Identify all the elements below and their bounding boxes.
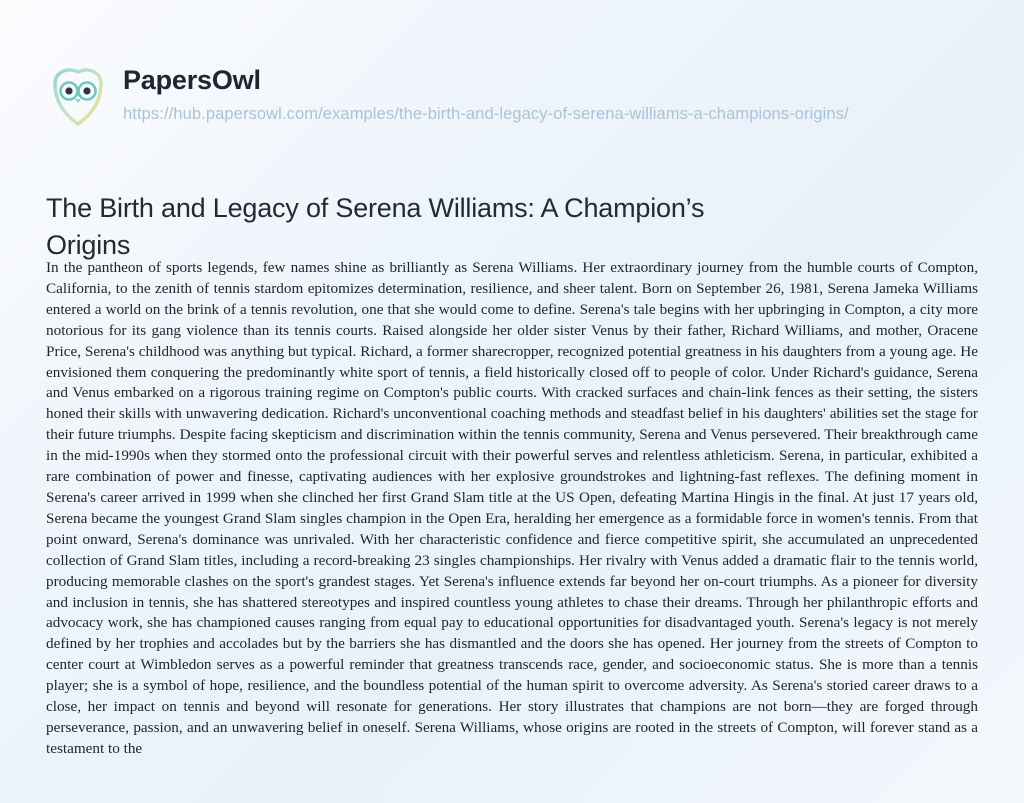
article-body: In the pantheon of sports legends, few names shine as brilliantly as Serena Williams. Her extraordinary journey from the humble courts of Compton, California, to the zenith of tennis stardom epitomizes determination, resilience, and sheer talent. Born on September 26, 1981, Serena Jameka Williams entered a world on the brink of a tennis revolution, one that she would come to define. Serena's tale begins with her upbringing in Compton, a city more notorious for its gang violence than its tennis courts. Raised alongside her older sister Venus by their father, Richard Williams, and mother, Oracene Price, Serena's childhood was anything but typical. Richard, a former sharecropper, recognized potential greatness in his daughters from a young age. He envisioned them conquering the predominantly white sport of tennis, a field historically closed off to people of color. Under Richard's guidance, Serena and Venus embarked on a rigorous training regime on Compton's public courts. With cracked surfaces and chain-link fences as their setting, the sisters honed their skills with unwavering dedication. Richard's unconventional coaching methods and steadfast belief in his daughters' abilities set the stage for their future triumphs. Despite facing skepticism and discrimination within the tennis community, Serena and Venus persevered. Their breakthrough came in the mid-1990s when they stormed onto the professional circuit with their powerful serves and relentless athleticism. Serena, in particular, exhibited a rare combination of power and finesse, captivating audiences with her explosive groundstrokes and lightning-fast reflexes. The defining moment in Serena's career arrived in 1999 when she clinched her first Grand Slam title at the US Open, defeating Martina Hingis in the final. At just 17 years old, Serena became the youngest Grand Slam singles champion in the Open Era, heralding her emergence as a formidable force in women's tennis. From that point onward, Serena's dominance was unrivaled. With her characteristic confidence and fierce competitive spirit, she accumulated an unprecedented collection of Grand Slam titles, including a record-breaking 23 singles championships. Her rivalry with Venus added a dramatic flair to the tennis world, producing memorable clashes on the sport's grandest stages. Yet Serena's influence extends far beyond her on-court triumphs. As a pioneer for diversity and inclusion in tennis, she has shattered stereotypes and inspired countless young athletes to chase their dreams. Through her philanthropic efforts and advocacy work, she has championed causes ranging from equal pay to educational opportunities for disadvantaged youth. Serena's legacy is not merely defined by her trophies and accolades but by the barriers she has dismantled and the doors she has opened. Her journey from the streets of Compton to center court at Wimbledon serves as a powerful reminder that greatness transcends race, gender, and socioeconomic status. She is more than a tennis player; she is a symbol of hope, resilience, and the boundless potential of the human spirit to overcome adversity. As Serena's storied career draws to a close, her impact on tennis and beyond will resonate for generations. Her story illustrates that champions are not born—they are forged through perseverance, passion, and an unwavering belief in oneself. Serena Williams, whose origins are rooted in the streets of Compton, will forever stand as a testament to the	[46, 259, 978, 757]
brand-block	[123, 62, 849, 125]
page-url[interactable]: https://hub.papersowl.com/examples/the-birth-and-legacy-of-serena-williams-a-champions-origins/	[123, 104, 849, 123]
page-title: The Birth and Legacy of Serena Williams: A Champion’s Origins	[46, 193, 705, 261]
brand-name: PapersOwl	[123, 65, 261, 95]
site-header	[45, 62, 849, 130]
owl-logo-icon[interactable]	[45, 64, 111, 130]
